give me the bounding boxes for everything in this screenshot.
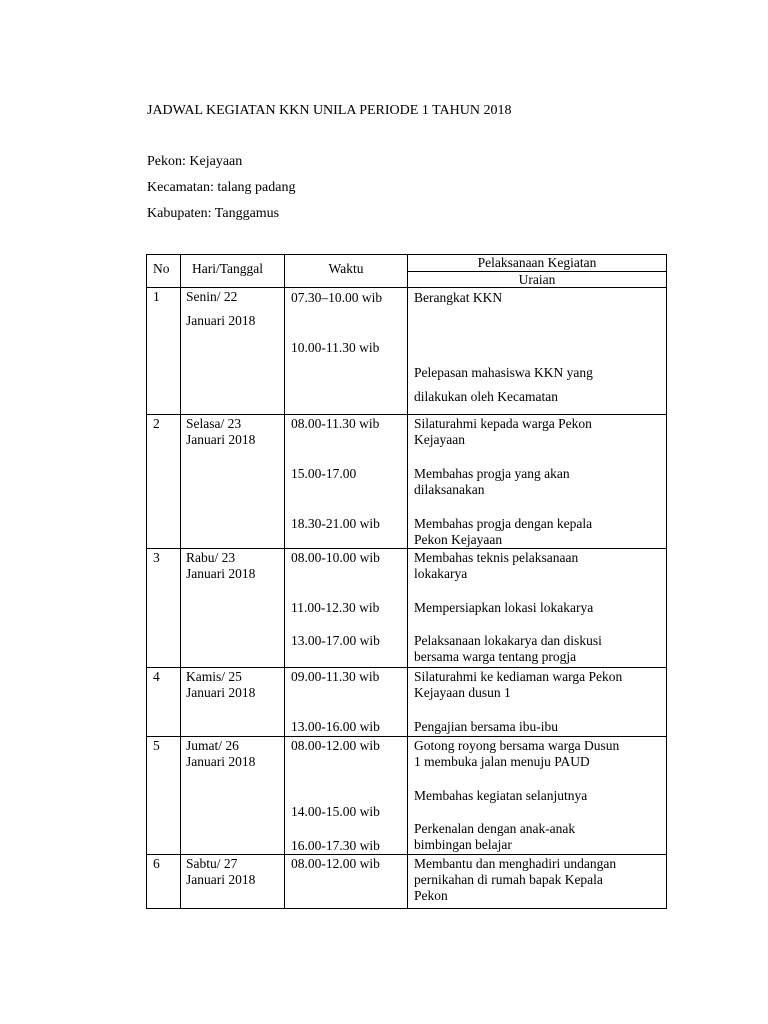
cell-time xyxy=(285,288,408,415)
cell-day xyxy=(181,668,285,737)
day-date-text: Rabu/ 23 xyxy=(186,550,236,565)
cell-time xyxy=(285,855,408,909)
header-activity xyxy=(408,272,667,288)
cell-no xyxy=(147,855,181,909)
schedule-table xyxy=(146,254,667,909)
row-number: 4 xyxy=(153,669,160,684)
activity-text: bimbingan belajar xyxy=(414,837,512,852)
document-title: JADWAL KEGIATAN KKN UNILA PERIODE 1 TAHUN 2018 xyxy=(147,103,512,118)
cell-time xyxy=(285,737,408,855)
cell-day xyxy=(181,737,285,855)
day-date-text: Januari 2018 xyxy=(186,872,256,887)
time-text: 08.00-10.00 wib xyxy=(291,550,380,565)
day-date-text: Kamis/ 25 xyxy=(186,669,242,684)
activity-text: dilakukan oleh Kecamatan xyxy=(414,389,558,404)
table-row xyxy=(147,737,667,855)
table-row xyxy=(147,415,667,549)
activity-text: Pengajian bersama ibu-ibu xyxy=(414,719,558,734)
cell-day xyxy=(181,855,285,909)
cell-no xyxy=(147,668,181,737)
activity-text: Kejayaan dusun 1 xyxy=(414,685,511,700)
cell-activity xyxy=(408,737,667,855)
activity-text: Membantu dan menghadiri undangan xyxy=(414,856,617,871)
day-date-text: Selasa/ 23 xyxy=(186,416,242,431)
activity-text: 1 membuka jalan menuju PAUD xyxy=(414,754,590,769)
activity-text: lokakarya xyxy=(414,566,468,581)
table-row xyxy=(147,549,667,668)
time-text: 08.00-12.00 wib xyxy=(291,856,380,871)
activity-text: bersama warga tentang progja xyxy=(414,649,577,664)
cell-activity xyxy=(408,668,667,737)
time-text: 18.30-21.00 wib xyxy=(291,516,380,531)
day-date-text: Januari 2018 xyxy=(186,566,256,581)
activity-text: Silaturahmi kepada warga Pekon xyxy=(414,416,592,431)
cell-no xyxy=(147,288,181,415)
day-date-text: Januari 2018 xyxy=(186,313,256,328)
activity-text: Mempersiapkan lokasi lokakarya xyxy=(414,600,594,615)
day-date-text: Senin/ 22 xyxy=(186,289,238,304)
header-no-text: No xyxy=(153,261,170,276)
time-text: 11.00-12.30 wib xyxy=(291,600,380,615)
header-day xyxy=(181,255,285,288)
day-date-text: Jumat/ 26 xyxy=(186,738,239,753)
header-activity-group-text: Pelaksanaan Kegiatan xyxy=(477,255,597,270)
cell-activity xyxy=(408,549,667,668)
time-text: 13.00-17.00 wib xyxy=(291,633,380,648)
cell-day xyxy=(181,288,285,415)
activity-text: Membahas progja yang akan xyxy=(414,466,570,481)
cell-activity xyxy=(408,415,667,549)
kabupaten-label: Kabupaten: Tanggamus xyxy=(147,206,280,221)
row-number: 1 xyxy=(153,289,160,304)
pekon-label: Pekon: Kejayaan xyxy=(147,154,243,169)
time-text: 14.00-15.00 wib xyxy=(291,804,380,819)
activity-text: Silaturahmi ke kediaman warga Pekon xyxy=(414,669,623,684)
cell-no xyxy=(147,415,181,549)
time-text: 08.00-12.00 wib xyxy=(291,738,380,753)
activity-text: Kejayaan xyxy=(414,432,465,447)
cell-day xyxy=(181,549,285,668)
activity-text: Pelaksanaan lokakarya dan diskusi xyxy=(414,633,602,648)
activity-text: Pekon Kejayaan xyxy=(414,532,503,547)
activity-text: Berangkat KKN xyxy=(414,290,503,305)
activity-text: Membahas kegiatan selanjutnya xyxy=(414,788,588,803)
activity-text: dilaksanakan xyxy=(414,482,485,497)
row-number: 2 xyxy=(153,416,160,431)
header-no xyxy=(147,255,181,288)
time-text: 08.00-11.30 wib xyxy=(291,416,380,431)
row-number: 6 xyxy=(153,856,160,871)
header-time-text: Waktu xyxy=(328,261,364,276)
time-text: 15.00-17.00 xyxy=(291,466,357,481)
header-time xyxy=(285,255,408,288)
time-text: 13.00-16.00 wib xyxy=(291,719,380,734)
header-activity-text: Uraian xyxy=(518,272,556,287)
activity-text: Pelepasan mahasiswa KKN yang xyxy=(414,365,593,380)
schedule-body xyxy=(147,288,667,909)
day-date-text: Januari 2018 xyxy=(186,754,256,769)
activity-text: Pekon xyxy=(414,888,448,903)
row-number: 5 xyxy=(153,738,160,753)
cell-no xyxy=(147,737,181,855)
day-date-text: Januari 2018 xyxy=(186,432,256,447)
day-date-text: Januari 2018 xyxy=(186,685,256,700)
activity-text: Membahas progja dengan kepala xyxy=(414,516,593,531)
activity-text: Gotong royong bersama warga Dusun xyxy=(414,738,620,753)
table-row xyxy=(147,668,667,737)
cell-activity xyxy=(408,855,667,909)
kecamatan-label: Kecamatan: talang padang xyxy=(147,180,296,195)
header-row xyxy=(147,255,667,272)
activity-text: pernikahan di rumah bapak Kepala xyxy=(414,872,603,887)
cell-time xyxy=(285,668,408,737)
cell-no xyxy=(147,549,181,668)
cell-day xyxy=(181,415,285,549)
day-date-text: Sabtu/ 27 xyxy=(186,856,238,871)
time-text: 09.00-11.30 wib xyxy=(291,669,380,684)
cell-time xyxy=(285,549,408,668)
activity-text: Perkenalan dengan anak-anak xyxy=(414,821,576,836)
cell-time xyxy=(285,415,408,549)
activity-text: Membahas teknis pelaksanaan xyxy=(414,550,579,565)
time-text: 07.30–10.00 wib xyxy=(291,290,383,305)
header-day-text: Hari/Tanggal xyxy=(192,261,264,276)
time-text: 10.00-11.30 wib xyxy=(291,340,380,355)
cell-activity xyxy=(408,288,667,415)
table-row xyxy=(147,855,667,909)
time-text: 16.00-17.30 wib xyxy=(291,838,380,853)
table-row xyxy=(147,288,667,415)
row-number: 3 xyxy=(153,550,160,565)
header-activity-group xyxy=(408,255,667,272)
